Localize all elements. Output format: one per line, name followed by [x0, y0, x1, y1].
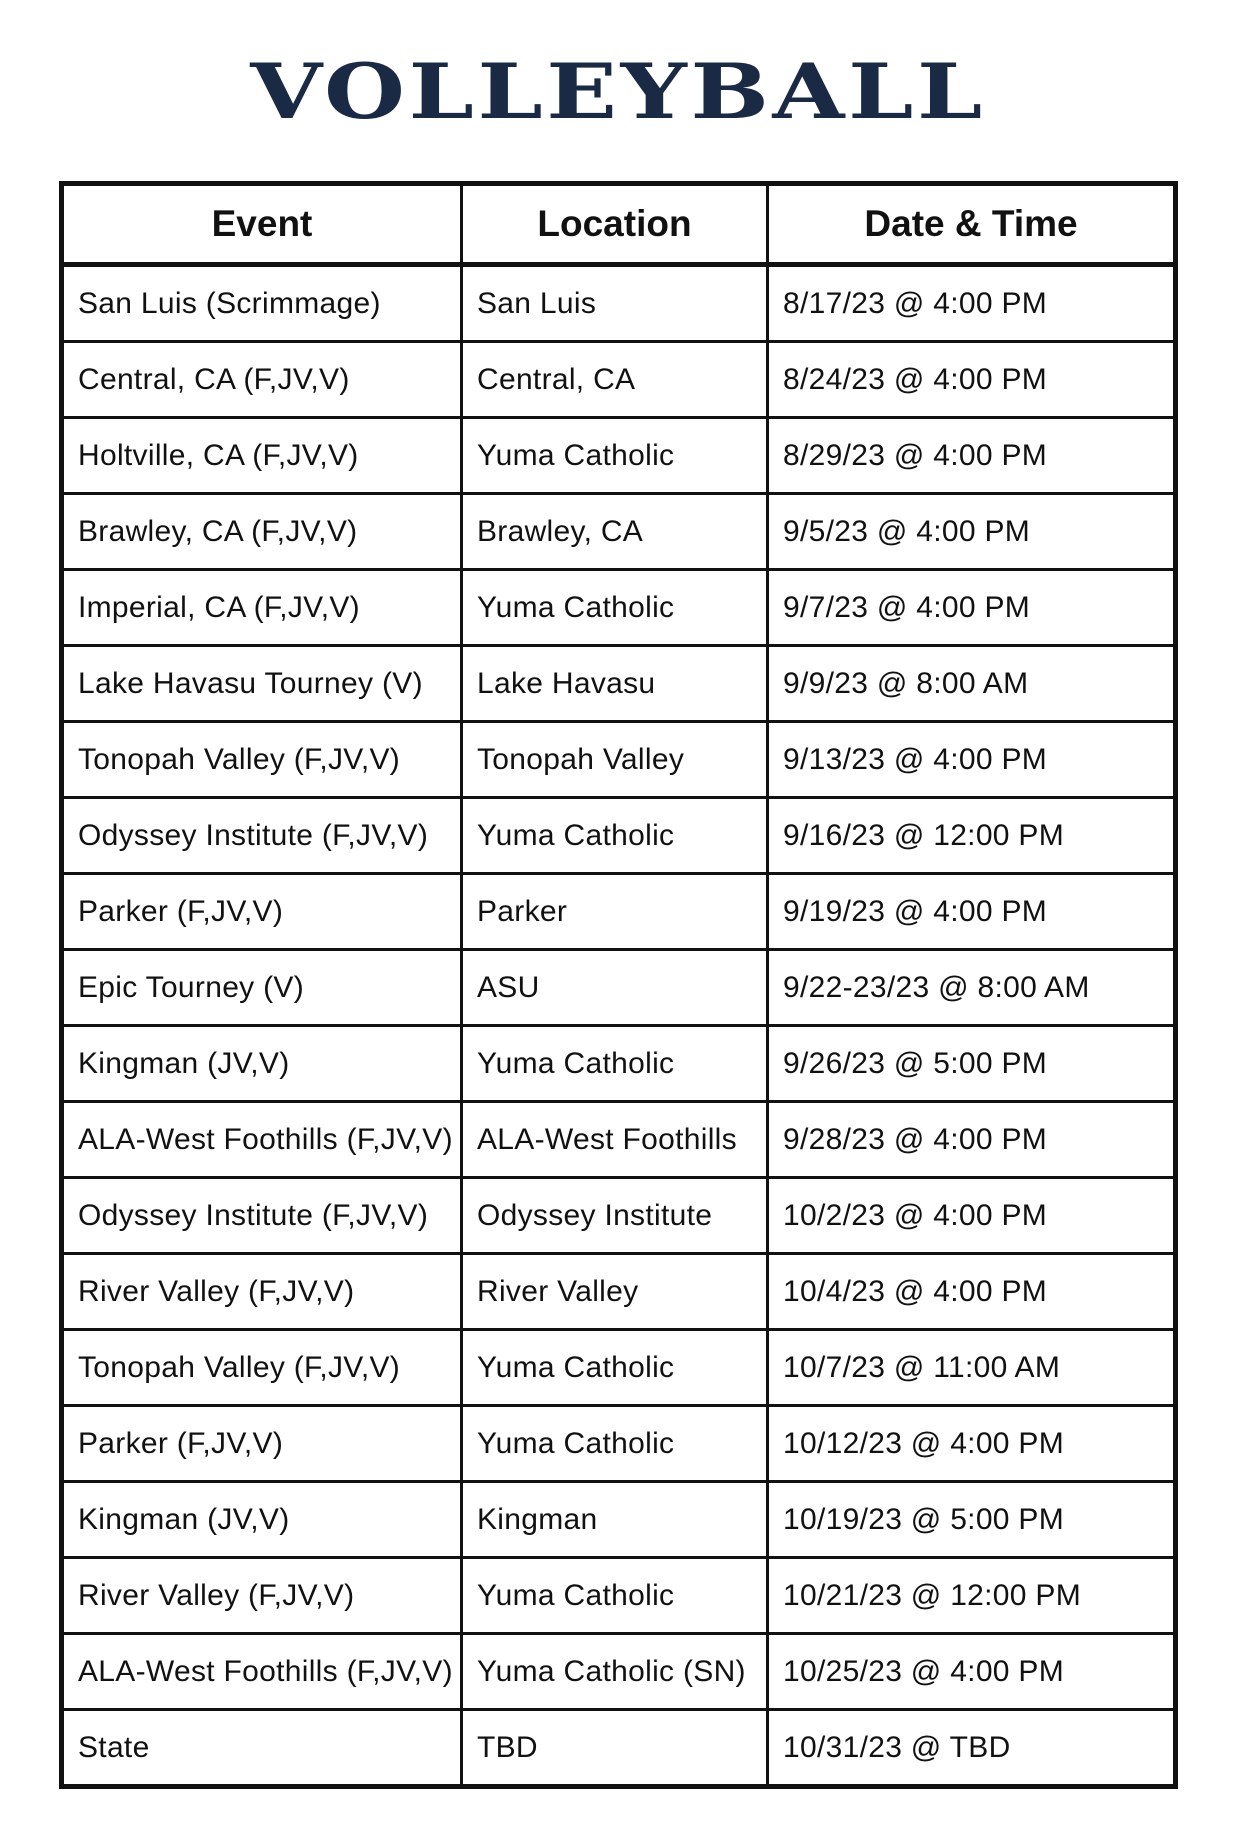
event-cell: Brawley, CA (F,JV,V) [62, 494, 462, 570]
location-cell: Odyssey Institute [462, 1178, 768, 1254]
event-cell: River Valley (F,JV,V) [62, 1558, 462, 1634]
date-time-cell: 9/26/23 @ 5:00 PM [768, 1026, 1176, 1102]
table-row [62, 874, 1176, 950]
location-cell: Yuma Catholic [462, 570, 768, 646]
event-cell: Parker (F,JV,V) [62, 874, 462, 950]
table-row [62, 265, 1176, 342]
location-cell: ALA-West Foothills [462, 1102, 768, 1178]
table-row [62, 1634, 1176, 1710]
date-time-cell: 9/7/23 @ 4:00 PM [768, 570, 1176, 646]
event-cell: Central, CA (F,JV,V) [62, 342, 462, 418]
event-cell: Epic Tourney (V) [62, 950, 462, 1026]
table-row [62, 1254, 1176, 1330]
table-row [62, 722, 1176, 798]
table-row [62, 1026, 1176, 1102]
date-time-cell: 10/2/23 @ 4:00 PM [768, 1178, 1176, 1254]
header-event: Event [62, 184, 462, 265]
event-cell: Tonopah Valley (F,JV,V) [62, 722, 462, 798]
table-row [62, 1710, 1176, 1787]
event-cell: Tonopah Valley (F,JV,V) [62, 1330, 462, 1406]
location-cell: Yuma Catholic [462, 1330, 768, 1406]
event-cell: Lake Havasu Tourney (V) [62, 646, 462, 722]
location-cell: Tonopah Valley [462, 722, 768, 798]
date-time-cell: 8/24/23 @ 4:00 PM [768, 342, 1176, 418]
location-cell: Yuma Catholic [462, 1026, 768, 1102]
date-time-cell: 10/7/23 @ 11:00 AM [768, 1330, 1176, 1406]
location-cell: TBD [462, 1710, 768, 1787]
date-time-cell: 8/17/23 @ 4:00 PM [768, 265, 1176, 342]
table-row [62, 1102, 1176, 1178]
location-cell: ASU [462, 950, 768, 1026]
date-time-cell: 9/19/23 @ 4:00 PM [768, 874, 1176, 950]
table-row [62, 494, 1176, 570]
table-row [62, 418, 1176, 494]
location-cell: Kingman [462, 1482, 768, 1558]
event-cell: San Luis (Scrimmage) [62, 265, 462, 342]
date-time-cell: 10/31/23 @ TBD [768, 1710, 1176, 1787]
header-location: Location [462, 184, 768, 265]
date-time-cell: 9/5/23 @ 4:00 PM [768, 494, 1176, 570]
table-row [62, 342, 1176, 418]
event-cell: Kingman (JV,V) [62, 1482, 462, 1558]
table-row [62, 1406, 1176, 1482]
date-time-cell: 10/21/23 @ 12:00 PM [768, 1558, 1176, 1634]
date-time-cell: 9/16/23 @ 12:00 PM [768, 798, 1176, 874]
page-title: VOLLEYBALL [250, 47, 986, 136]
event-cell: Odyssey Institute (F,JV,V) [62, 1178, 462, 1254]
date-time-cell: 10/19/23 @ 5:00 PM [768, 1482, 1176, 1558]
header-date-time: Date & Time [768, 184, 1176, 265]
location-cell: Yuma Catholic [462, 798, 768, 874]
location-cell: Parker [462, 874, 768, 950]
location-cell: Lake Havasu [462, 646, 768, 722]
table-row [62, 798, 1176, 874]
date-time-cell: 9/13/23 @ 4:00 PM [768, 722, 1176, 798]
location-cell: Yuma Catholic [462, 418, 768, 494]
table-row [62, 1330, 1176, 1406]
schedule-table [59, 181, 1178, 1789]
event-cell: River Valley (F,JV,V) [62, 1254, 462, 1330]
location-cell: Brawley, CA [462, 494, 768, 570]
table-row [62, 950, 1176, 1026]
event-cell: Parker (F,JV,V) [62, 1406, 462, 1482]
table-row [62, 1482, 1176, 1558]
date-time-cell: 10/12/23 @ 4:00 PM [768, 1406, 1176, 1482]
location-cell: Central, CA [462, 342, 768, 418]
date-time-cell: 9/9/23 @ 8:00 AM [768, 646, 1176, 722]
table-row [62, 1178, 1176, 1254]
date-time-cell: 9/22-23/23 @ 8:00 AM [768, 950, 1176, 1026]
location-cell: Yuma Catholic [462, 1406, 768, 1482]
event-cell: ALA-West Foothills (F,JV,V) [62, 1102, 462, 1178]
table-row [62, 646, 1176, 722]
event-cell: ALA-West Foothills (F,JV,V) [62, 1634, 462, 1710]
table-header-row [62, 184, 1176, 265]
date-time-cell: 9/28/23 @ 4:00 PM [768, 1102, 1176, 1178]
event-cell: Imperial, CA (F,JV,V) [62, 570, 462, 646]
location-cell: Yuma Catholic (SN) [462, 1634, 768, 1710]
event-cell: Holtville, CA (F,JV,V) [62, 418, 462, 494]
location-cell: River Valley [462, 1254, 768, 1330]
location-cell: Yuma Catholic [462, 1558, 768, 1634]
date-time-cell: 10/4/23 @ 4:00 PM [768, 1254, 1176, 1330]
event-cell: Odyssey Institute (F,JV,V) [62, 798, 462, 874]
table-row [62, 570, 1176, 646]
date-time-cell: 8/29/23 @ 4:00 PM [768, 418, 1176, 494]
event-cell: State [62, 1710, 462, 1787]
location-cell: San Luis [462, 265, 768, 342]
event-cell: Kingman (JV,V) [62, 1026, 462, 1102]
table-row [62, 1558, 1176, 1634]
date-time-cell: 10/25/23 @ 4:00 PM [768, 1634, 1176, 1710]
